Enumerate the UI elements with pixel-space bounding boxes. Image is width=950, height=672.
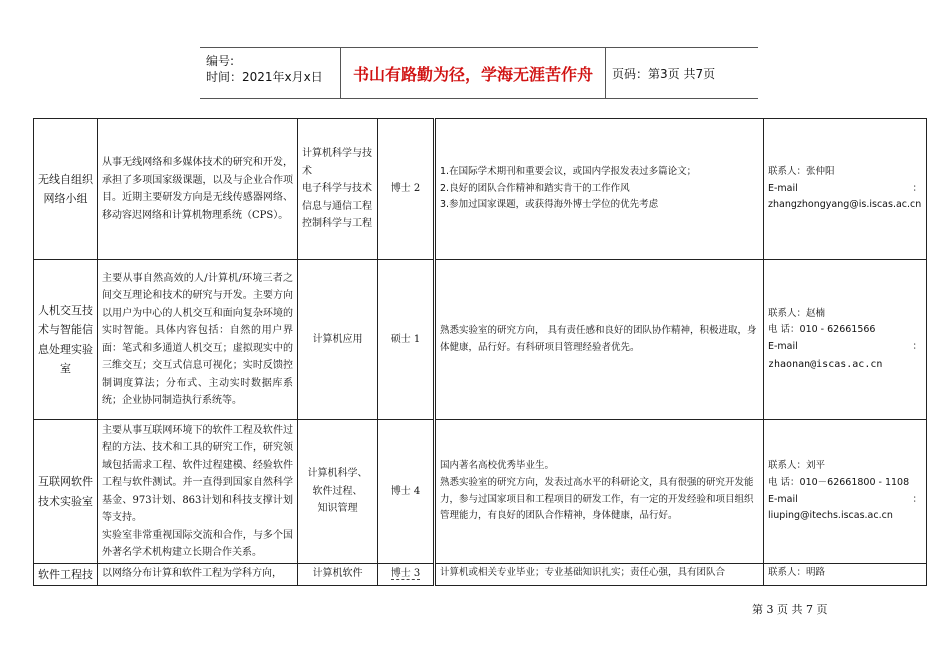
- requirement-item: 熟悉实验室的研究方向，发表过高水平的科研论文，具有很强的研究开发能力，参与过国家项目和工程项目的研发工作，有一定的开发经验和项目组织管理能力，有良好的团队合作精神，身体健康，品行好。: [440, 476, 754, 522]
- degree-quota: [378, 564, 435, 586]
- requirements: [435, 420, 764, 564]
- header-motto: 书山有路勤为径，学海无涯苦作舟: [341, 48, 606, 98]
- lab-name: 软件工程技: [34, 564, 98, 586]
- lab-name: 无线自组织网络小组: [34, 119, 98, 260]
- header-meta: [200, 48, 341, 98]
- research-directions: [298, 260, 378, 420]
- email-label: E-mail: [768, 341, 798, 353]
- direction-item: 计算机应用: [312, 333, 363, 345]
- email-colon: ：: [912, 182, 922, 194]
- degree-quota: 博士 2: [378, 119, 435, 260]
- direction-item: 计算机科学、: [307, 468, 368, 480]
- email-address[interactable]: zhangzhongyang@is.iscas.ac.cn: [768, 199, 922, 211]
- table-row: [34, 420, 927, 564]
- requirement-item: 1.在国际学术期刊和重要会议，或国内学报发表过多篇论文；: [440, 166, 697, 178]
- page-footer: 第 3 页 共 7 页: [752, 603, 828, 616]
- contact-person: 联系人：赵楠: [768, 307, 826, 319]
- table-row: [34, 564, 927, 586]
- direction-item: 控制科学与工程: [302, 218, 372, 230]
- direction-item: 电子科学与技术: [302, 183, 372, 195]
- research-directions: [298, 420, 378, 564]
- email-colon: ：: [912, 341, 922, 353]
- email-label: E-mail: [768, 493, 798, 505]
- contact-person: 联系人：刘平: [768, 460, 826, 472]
- direction-item: 信息与通信工程: [302, 200, 372, 212]
- requirement-item: 熟悉实验室的研究方向， 具有责任感和良好的团队协作精神，积极进取，身体健康，品行好。有科研项目管理经验者优先。: [440, 324, 757, 353]
- lab-description: 从事无线网络和多媒体技术的研究和开发，承担了多项国家级课题，以及与企业合作项目。近期主要研发方向是无线传感器网络、移动容迟网络和计算机物理系统（CPS）。: [98, 119, 298, 260]
- research-directions: [298, 119, 378, 260]
- requirement-item: 2.良好的团队合作精神和踏实肯干的工作作风: [440, 182, 630, 194]
- lab-description-para: 主要从事互联网环境下的软件工程及软件过程的方法、技术和工具的研究工作，研究领域包括需求工程、软件过程建模、经验软件工程与软件测试。并一直得到国家自然科学基金、973计划、863计划和科技支撑计划等支持。: [102, 424, 293, 523]
- contact-info: [764, 119, 927, 260]
- lab-name: 人机交互技术与智能信息处理实验室: [34, 260, 98, 420]
- email-address[interactable]: liuping@itechs.iscas.ac.cn: [768, 510, 893, 522]
- contact-phone: 电 话：010－62661800 - 1108: [768, 476, 910, 488]
- table-row: [34, 119, 927, 260]
- direction-item: 计算机软件: [312, 568, 363, 579]
- contact-person: 联系人：张仲阳: [768, 166, 835, 178]
- contact-info: [764, 564, 927, 586]
- requirements: [435, 119, 764, 260]
- contact-info: [764, 420, 927, 564]
- lab-description: 以网络分布计算和软件工程为学科方向，: [98, 564, 298, 586]
- degree-quota: 硕士 1: [378, 260, 435, 420]
- contact-person: 联系人：明路: [768, 567, 826, 578]
- requirements: 计算机或相关专业毕业；专业基础知识扎实；责任心强，具有团队合: [435, 564, 764, 586]
- page-header: [200, 47, 758, 99]
- lab-description: 主要从事自然高效的人/计算机/环境三者之间交互理论和技术的研究与开发。主要方向以用户为中心的人机交互和面向复杂环境的实时智能。具体内容包括：自然的用户界面：笔式和多通道人机交互；虚拟现实中的三维交互；交互式信息可视化；实时反馈控制调度算法；分布式、主动实时数据库系统；企业协同制造执行系统等。: [98, 260, 298, 420]
- doc-number-label: 编号:: [206, 54, 235, 68]
- lab-description: [98, 420, 298, 564]
- contact-phone: 电 话：010 - 62661566: [768, 324, 876, 336]
- table-row: [34, 260, 927, 420]
- doc-time-label: 时间：2021年x月x日: [206, 70, 323, 84]
- contact-info: [764, 260, 927, 420]
- research-directions: [298, 564, 378, 586]
- header-page-label: 页码：第3页 共7页: [612, 66, 716, 81]
- requirements: [435, 260, 764, 420]
- email-address[interactable]: zhaonan@iscas.ac.cn: [768, 358, 883, 370]
- requirement-item: 3.参加过国家课题，或获得海外博士学位的优先考虑: [440, 199, 659, 211]
- direction-item: 软件过程、: [312, 485, 363, 497]
- degree-quota-text: 博士 3: [390, 568, 421, 579]
- direction-item: 计算机科学与技术: [302, 148, 372, 177]
- lab-description-para: 实验室非常重视国际交流和合作，与多个国外著名学术机构建立长期合作关系。: [102, 529, 293, 558]
- recruitment-table: [33, 118, 927, 586]
- email-colon: ：: [912, 493, 922, 505]
- requirement-item: 国内著名高校优秀毕业生。: [440, 460, 555, 472]
- direction-item: 知识管理: [317, 503, 358, 515]
- lab-name: 互联网软件技术实验室: [34, 420, 98, 564]
- degree-quota: 博士 4: [378, 420, 435, 564]
- email-label: E-mail: [768, 182, 798, 194]
